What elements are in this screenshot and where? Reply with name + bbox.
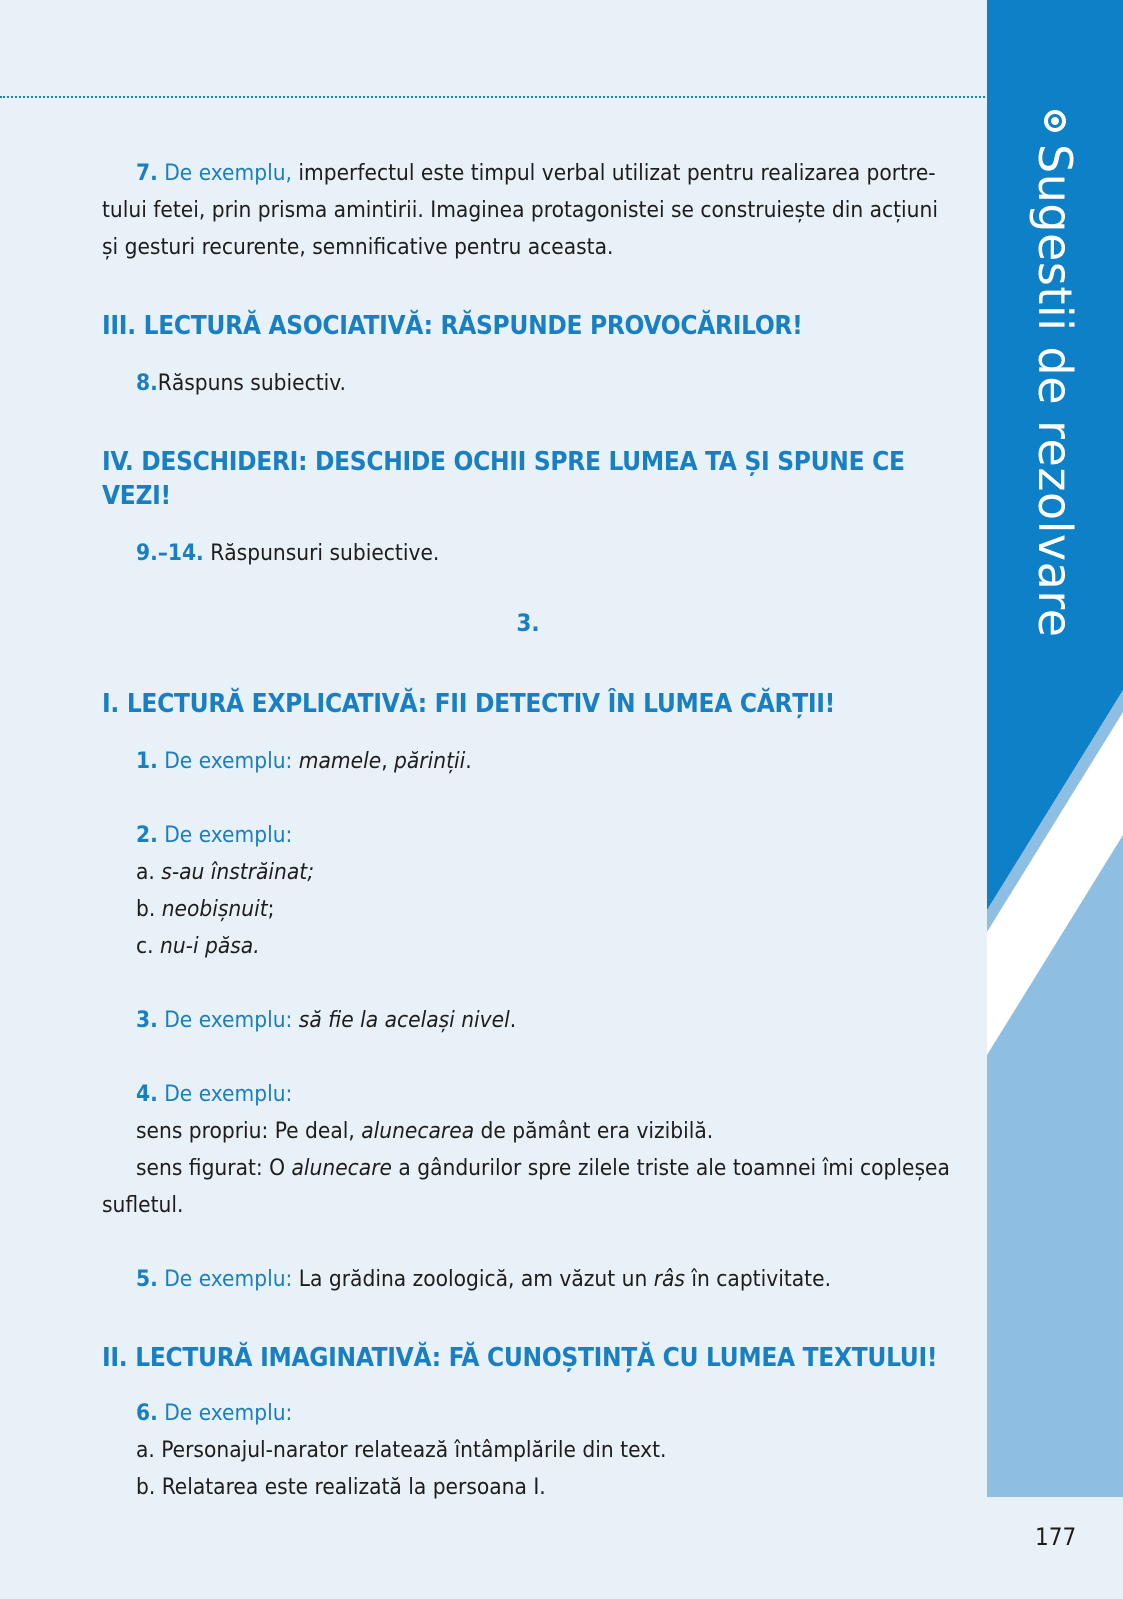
answer-6a: a. Personajul-narator relatează întâmplările din text. <box>136 1437 667 1463</box>
item-number: 8. <box>136 370 158 396</box>
list-prefix: a. <box>136 859 162 885</box>
answer-4 <box>102 1076 954 1113</box>
heading-lectura-explicativa: I. LECTURĂ EXPLICATIVĂ: FII DETECTIV ÎN LUMEA CĂRȚII! <box>102 689 836 719</box>
punctuation: . <box>465 748 472 774</box>
bullet-icon <box>1044 110 1066 132</box>
answer-word: nu-i păsa. <box>159 933 260 959</box>
answer-word: neobișnuit <box>161 896 268 922</box>
example-label: De exemplu: <box>164 1400 293 1426</box>
answer-text: în captivitate. <box>684 1266 831 1292</box>
list-prefix: b. <box>136 896 162 922</box>
heading-lectura-imaginativa: II. LECTURĂ IMAGINATIVĂ: FĂ CUNOȘTINȚĂ CU LUMEA TEXTULUI! <box>102 1343 938 1373</box>
answer-5 <box>102 1261 954 1298</box>
punctuation: , <box>381 748 395 774</box>
answer-word: alunecarea <box>361 1118 475 1144</box>
item-number: 4. <box>136 1081 158 1107</box>
answer-6b: b. Relatarea este realizată la persoana I. <box>136 1474 546 1500</box>
item-number: 1. <box>136 748 158 774</box>
answer-2a <box>102 854 954 891</box>
answer-text: de pământ era vizibilă. <box>474 1118 714 1144</box>
answer-text: imperfectul este timpul verbal utilizat pentru realizarea portre-tului fetei, prin prisma amintirii. Imaginea protagonistei se construiește din acțiuni și gesturi recurente, semnificative pentru aceasta. <box>102 160 938 260</box>
answer-word: s-au înstrăinat; <box>161 859 315 885</box>
answer-text: Răspuns subiectiv. <box>157 370 346 396</box>
heading-lectura-asociativa: III. LECTURĂ ASOCIATIVĂ: RĂSPUNDE PROVOCĂRILOR! <box>102 311 803 341</box>
example-label: De exemplu: <box>164 822 293 848</box>
heading-deschideri: IV. DESCHIDERI: DESCHIDE OCHII SPRE LUMEA TA ȘI SPUNE CE VEZI! <box>102 447 905 511</box>
answer-text: La grădina zoologică, am văzut un <box>292 1266 654 1292</box>
answer-word: râs <box>653 1266 685 1292</box>
section-number: 3. <box>516 609 540 637</box>
answer-2b <box>102 891 954 928</box>
sidebar-title-text: Sugestii de rezolvare <box>1028 144 1082 638</box>
answer-text: sens propriu: Pe deal, <box>136 1118 362 1144</box>
answer-word: mamele <box>298 748 382 774</box>
answer-text: să fie la același nivel <box>298 1007 510 1033</box>
answer-4-sens-figurat <box>102 1150 954 1224</box>
example-label: De exemplu: <box>164 1081 293 1107</box>
page-number: 177 <box>1035 1523 1077 1551</box>
answer-2c <box>102 928 954 965</box>
answer-2 <box>102 817 954 854</box>
example-label: De exemplu, <box>164 160 292 186</box>
item-number: 9.–14. <box>136 540 204 566</box>
answer-1 <box>102 743 954 780</box>
example-label: De exemplu: <box>164 1266 293 1292</box>
answer-word: părinții <box>394 748 466 774</box>
answer-6 <box>102 1395 954 1432</box>
answer-text: Răspunsuri subiective. <box>210 540 440 566</box>
answer-3 <box>102 1002 954 1039</box>
answer-text: sens figurat: O <box>136 1155 292 1181</box>
answer-word: alunecare <box>291 1155 392 1181</box>
answer-4-sens-propriu <box>102 1113 954 1150</box>
dotted-divider <box>0 96 1040 98</box>
list-prefix: c. <box>136 933 160 959</box>
punctuation: ; <box>267 896 275 922</box>
sidebar-title <box>1028 110 1082 638</box>
answer-9-14 <box>102 535 954 572</box>
item-number: 6. <box>136 1400 158 1426</box>
example-label: De exemplu: <box>164 1007 293 1033</box>
answer-text: a gândurilor spre zilele triste ale toamnei îmi copleșea sufletul. <box>102 1155 950 1218</box>
page-content <box>102 155 954 1506</box>
item-number: 3. <box>136 1007 158 1033</box>
item-number: 7. <box>136 160 158 186</box>
answer-8 <box>102 365 954 402</box>
item-number: 5. <box>136 1266 158 1292</box>
example-label: De exemplu: <box>164 748 293 774</box>
punctuation: . <box>509 1007 517 1033</box>
item-number: 2. <box>136 822 158 848</box>
answer-7 <box>102 155 954 266</box>
